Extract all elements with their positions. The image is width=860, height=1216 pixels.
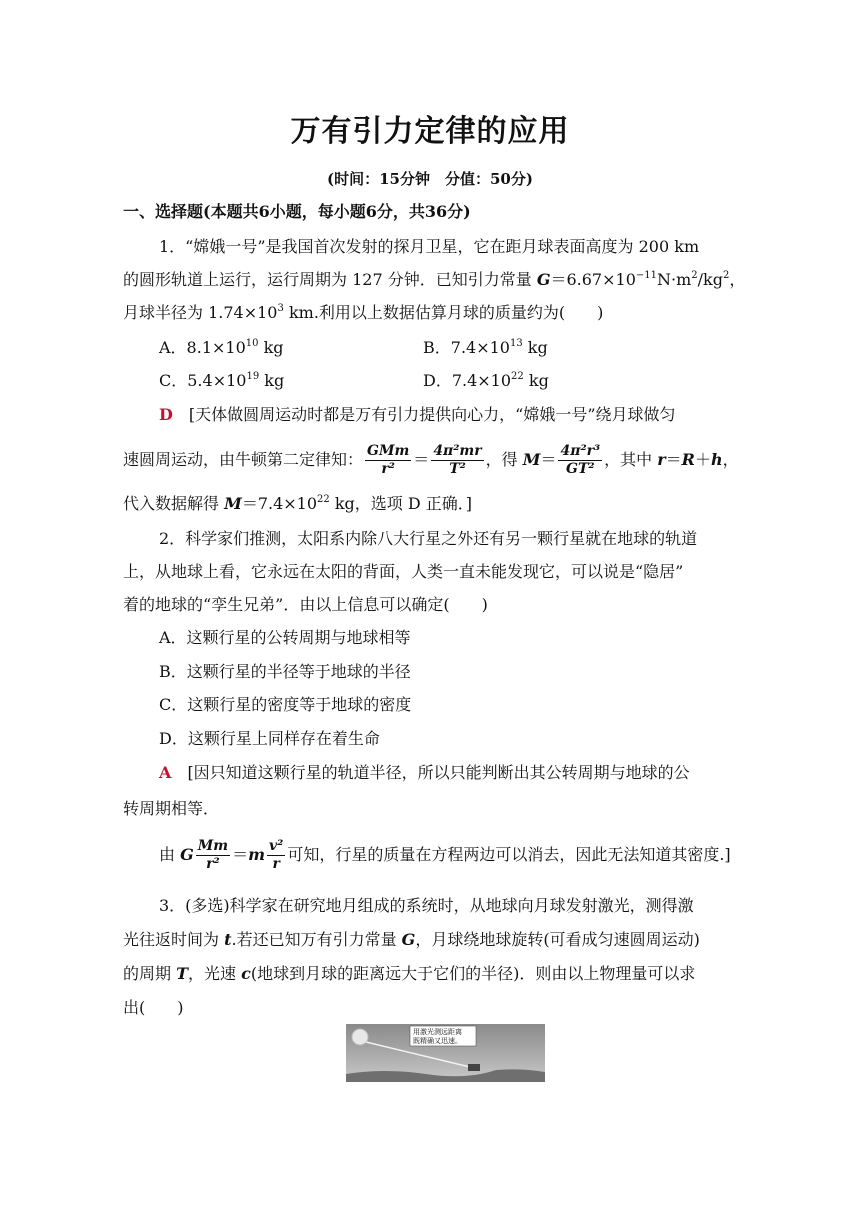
q3-line-4: 出( ) [123, 998, 184, 1017]
q2-option-c: C．这颗行星的密度等于地球的密度 [159, 695, 412, 714]
q2-option-a: A．这颗行星的公转周期与地球相等 [159, 628, 411, 647]
q2-explanation-line-3: 由 G $\frac{Mm}{\text{r²}}$ ＝m $\frac{\text{v²}}{r}$ 可知，行星的质量在方程两边可以消去，因此无法知道其密度.] [159, 838, 731, 872]
q2-line-1: 2．科学家们推测，太阳系内除八大行星之外还有另一颗行星就在地球的轨道 [159, 529, 698, 548]
caption-line-2: 既精确又迅速。 [413, 1037, 462, 1045]
q3-line-2: 光往返时间为 t.若还已知万有引力常量 G，月球绕地球旋转(可看成匀速圆周运动) [123, 930, 700, 949]
q1-answer: D [159, 405, 173, 424]
moon-icon [352, 1029, 368, 1045]
q2-option-b: B．这颗行星的半径等于地球的半径 [159, 662, 411, 681]
q1-line-2: 的圆形轨道上运行，运行周期为 127 分钟．已知引力常量 $G=6.67\times 10^{-11}N\cdot m^2/kg^2$， [123, 270, 746, 289]
q1-line-3: 月球半径为 $1.74\times 10^3$ km.利用以上数据估算月球的质量约为( ) [123, 303, 604, 322]
fraction-mm-r2: $\frac{Mm}{\text{r²}}$ [197, 838, 229, 872]
q2-line-3: 着的地球的“孪生兄弟”．由以上信息可以确定( ) [123, 595, 488, 614]
fraction-gmm-r2: $\frac{\text{GMm}}{\text{r²}}$ [367, 443, 410, 477]
telescope-icon [468, 1064, 480, 1071]
q1-option-d: D．$7.4\times 10^{22}$ kg [423, 371, 549, 390]
q2-option-d: D．这颗行星上同样存在着生命 [159, 729, 380, 748]
q1-option-b: B．$7.4\times 10^{13}$ kg [423, 338, 548, 357]
q1-option-c: C．$5.4\times 10^{19}$ kg [159, 371, 285, 390]
q3-line-1: 3．(多选)科学家在研究地月组成的系统时，从地球向月球发射激光，测得激 [159, 896, 694, 915]
q1-line-1: 1．“嫦娥一号”是我国首次发射的探月卫星，它在距月球表面高度为 200 km [159, 237, 700, 256]
laser-ranging-illustration [346, 1024, 545, 1082]
fraction-4pi2mr-t2: $\frac{\text{4π²mr}}{\text{T²}}$ [433, 443, 482, 477]
page-title: 万有引力定律的应用 [290, 114, 570, 149]
fraction-4pi2r3-gt2: $\frac{\text{4π²r³}}{\text{GT²}}$ [560, 443, 601, 477]
fraction-v2-r: $\frac{\text{v²}}{r}$ [269, 838, 284, 872]
q1-explanation-line-1: D [天体做圆周运动时都是万有引力提供向心力，“嫦娥一号”绕月球做匀 [159, 405, 676, 424]
q3-line-3: 的周期 T，光速 c(地球到月球的距离远大于它们的半径)．则由以上物理量可以求 [123, 964, 696, 983]
q2-explanation-line-1: A [因只知道这颗行星的轨道半径，所以只能判断出其公转周期与地球的公 [159, 763, 690, 782]
q2-answer: A [159, 763, 172, 782]
q1-explanation-line-3: 代入数据解得 $M=7.4\times 10^{22}$ kg，选项 D 正确．] [123, 494, 473, 513]
q2-explanation-line-2: 转周期相等． [123, 799, 220, 818]
time-score-info: (时间：15分钟 分值：50分) [327, 170, 533, 188]
q1-option-a: A．$8.1\times 10^{10}$ kg [159, 338, 284, 357]
caption-line-1: 用激光测远距离 [413, 1028, 462, 1036]
q1-explanation-line-2: 速圆周运动，由牛顿第二定律知： $\frac{\text{GMm}}{\text{r²}}$ ＝ $\frac{\text{4π²mr}}{\text{T²}}$ ，得 M＝ $\frac{\text{4π²r³}}{\text{GT²}}$ ，其中 r＝R＋h， [123, 443, 739, 477]
q2-line-2: 上，从地球上看，它永远在太阳的背面，人类一直未能发现它，可以说是“隐居” [123, 562, 684, 581]
section-heading: 一、选择题(本题共6小题，每小题6分，共36分) [123, 202, 471, 221]
